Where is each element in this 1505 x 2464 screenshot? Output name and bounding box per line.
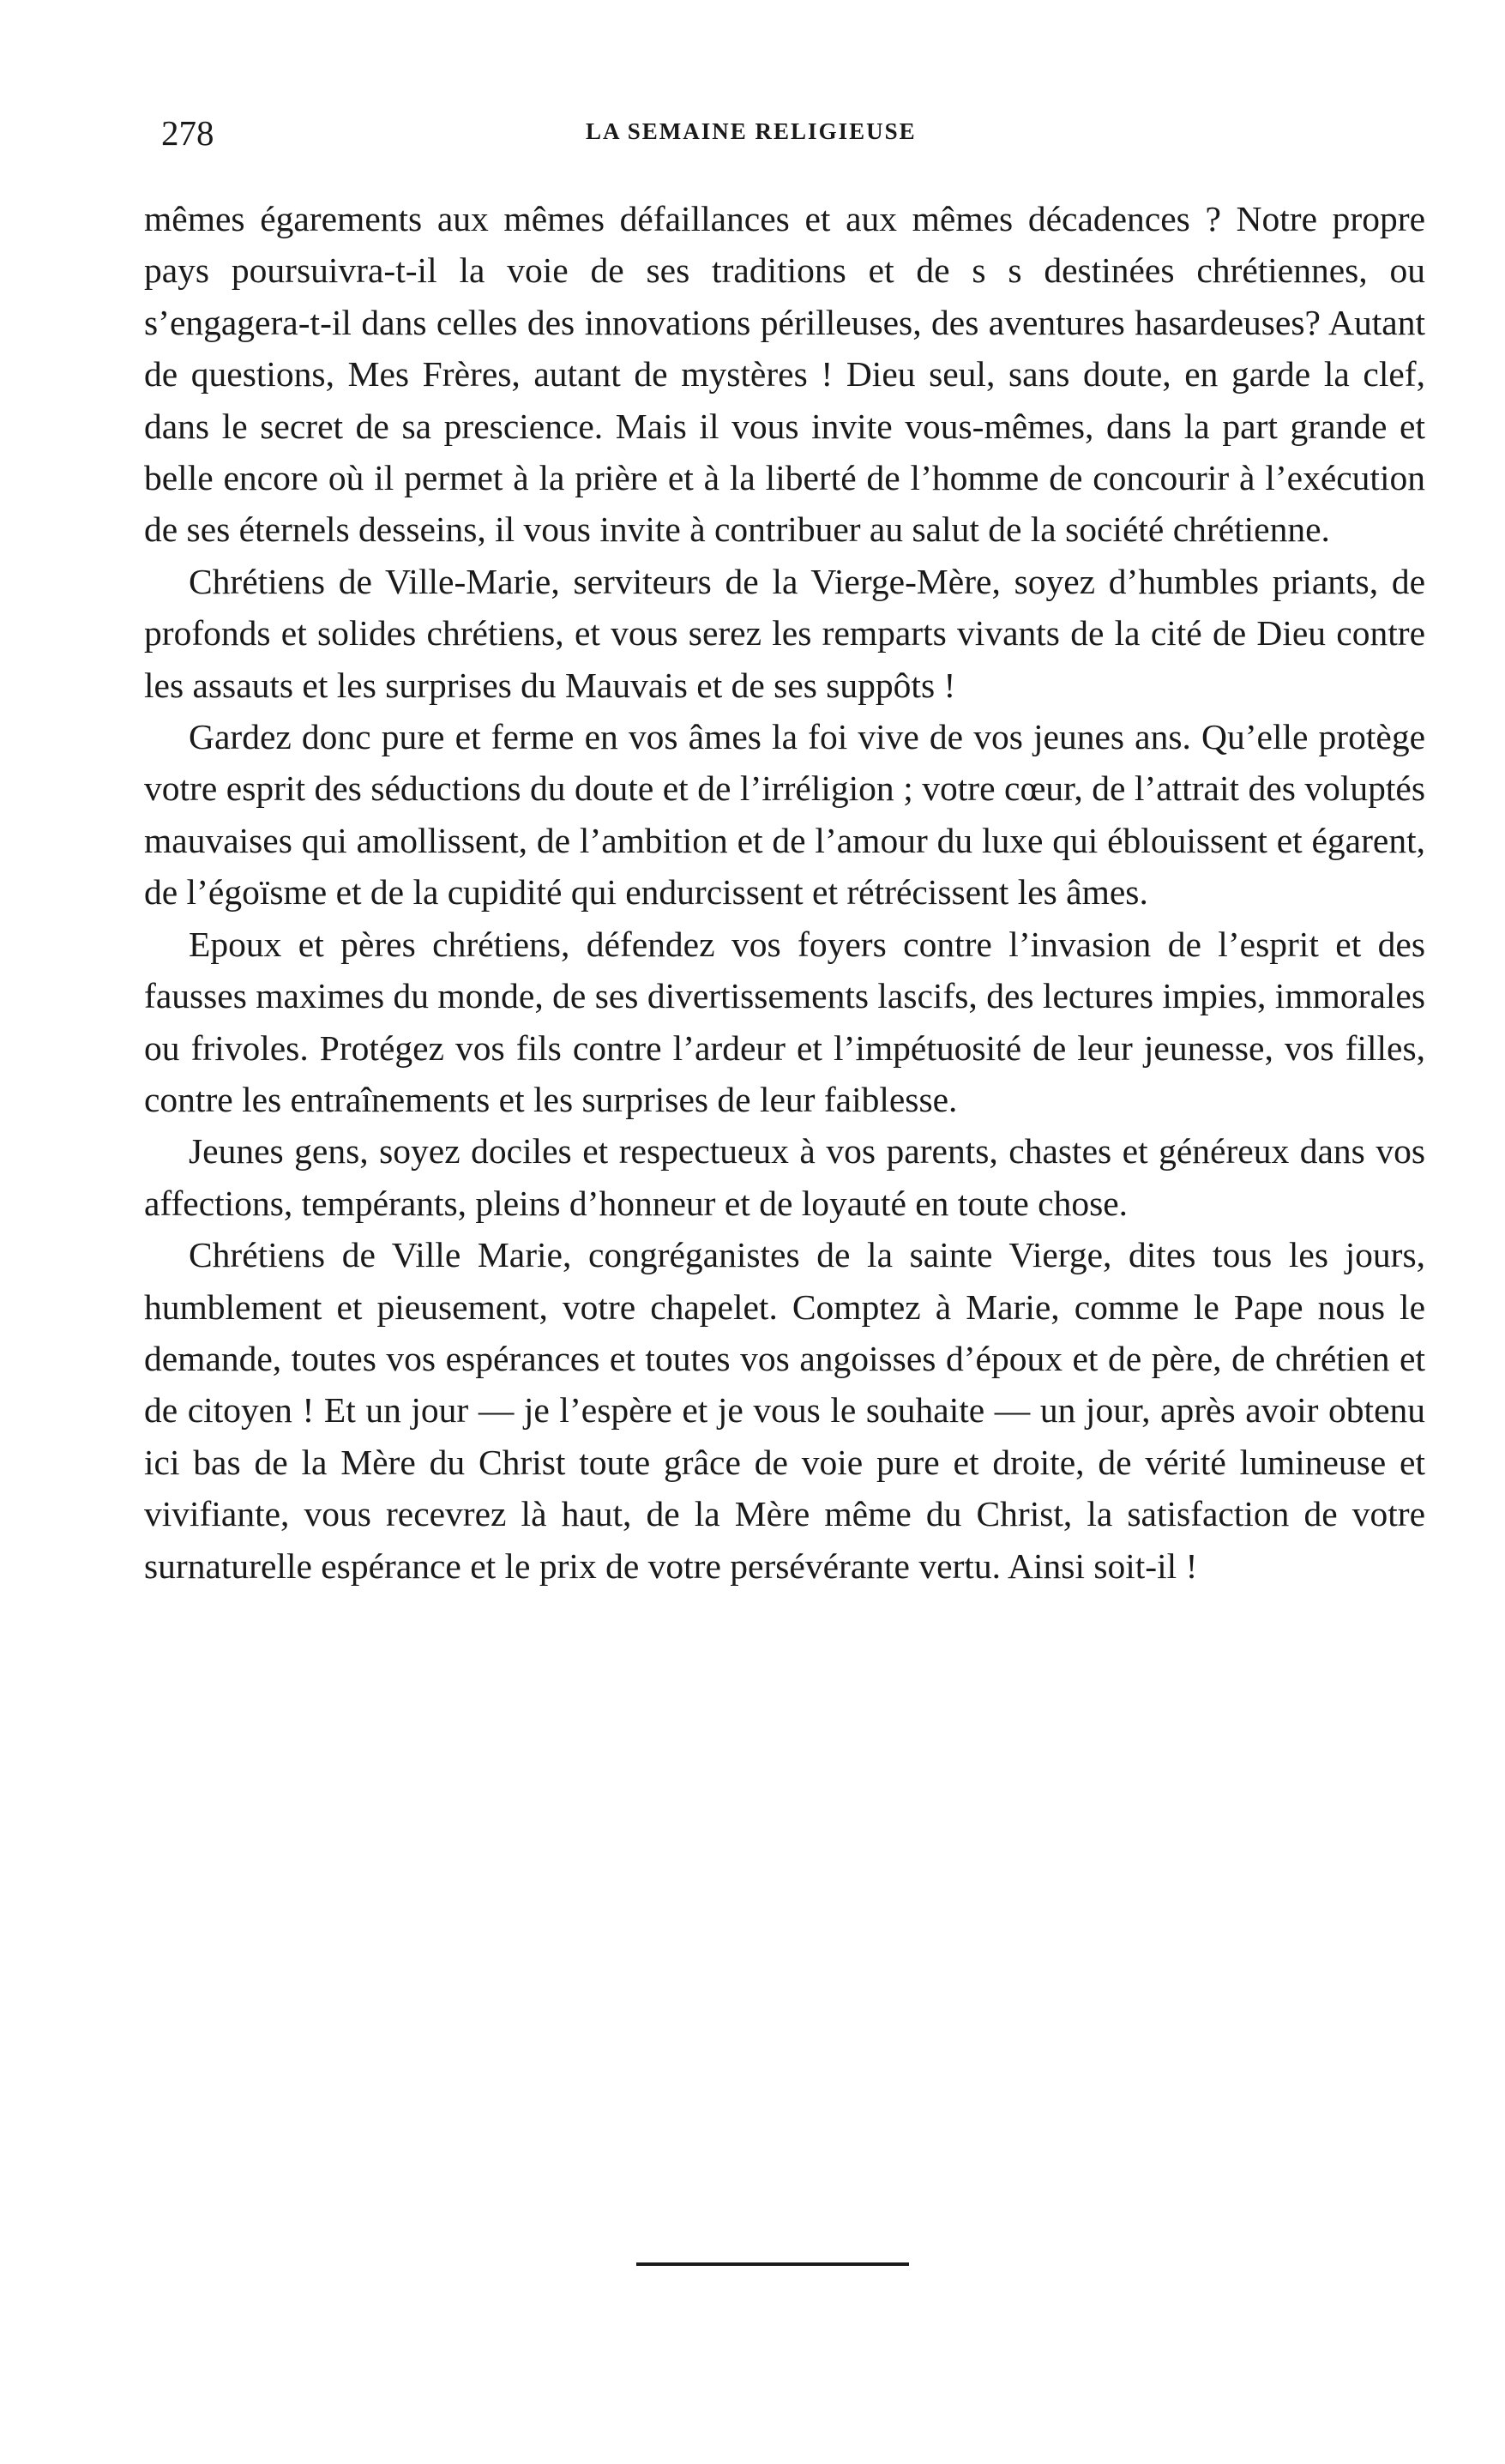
page-number: 278 (161, 113, 214, 153)
paragraph: Chrétiens de Ville Marie, congréganistes de la sainte Vierge, dites tous les jours, humblement et pieusement, votre chapelet. Comptez à Marie, comme le Pape nous le demande, toutes vos espérances et toutes vos angoisses d’époux et de père, de chrétien et de citoyen ! Et un jour — je l’espère et je vous le souhaite — un jour, après avoir obtenu ici bas de la Mère du Christ toute grâce de voie pure et droite, de vérité lumineuse et vivifiante, vous recevrez là haut, de la Mère même du Christ, la satisfaction de votre surnaturelle espérance et le prix de votre persévérante vertu. Ainsi soit-il ! (144, 1235, 1425, 1586)
paragraph: Chrétiens de Ville-Marie, serviteurs de la Vierge-Mère, soyez d’humbles priants, de profonds et solides chrétiens, et vous serez les remparts vivants de la cité de Dieu contre les assauts et les surprises du Mauvais et de ses suppôts ! (144, 561, 1425, 705)
paragraph: Gardez donc pure et ferme en vos âmes la foi vive de vos jeunes ans. Qu’elle protège votre esprit des séductions du doute et de l’irréligion ; votre cœur, de l’attrait des voluptés mauvaises qui amollissent, de l’ambition et de l’amour du luxe qui éblouissent et égarent, de l’égoïsme et de la cupidité qui endurcissent et rétrécissent les âmes. (144, 717, 1425, 913)
end-rule-divider (636, 2262, 909, 2266)
body-text (144, 193, 1425, 1592)
paragraph: mêmes égarements aux mêmes défaillances et aux mêmes décadences ? Notre propre pays poursuivra-t-il la voie de ses traditions et de s s destinées chrétiennes, ou s’engagera-t-il dans celles des innovations périlleuses, des aventures hasardeuses? Autant de questions, Mes Frères, autant de mystères ! Dieu seul, sans doute, en garde la clef, dans le secret de sa prescience. Mais il vous invite vous-mêmes, dans la part grande et belle encore où il permet à la prière et à la liberté de l’homme de concourir à l’exécution de ses éternels desseins, il vous invite à contribuer au salut de la société chrétienne. (144, 199, 1425, 550)
running-title: LA SEMAINE RELIGIEUSE (586, 118, 917, 144)
paragraph: Jeunes gens, soyez dociles et respectueux à vos parents, chastes et généreux dans vos affections, tempérants, pleins d’honneur et de loyauté en toute chose. (144, 1131, 1425, 1223)
paragraph: Epoux et pères chrétiens, défendez vos foyers contre l’invasion de l’esprit et des fausses maximes du monde, de ses divertissements lascifs, des lectures impies, immorales ou frivoles. Protégez vos fils contre l’ardeur et l’impétuosité de leur jeunesse, vos filles, contre les entraînements et les surprises de leur faiblesse. (144, 924, 1425, 1119)
running-header (161, 107, 1425, 159)
